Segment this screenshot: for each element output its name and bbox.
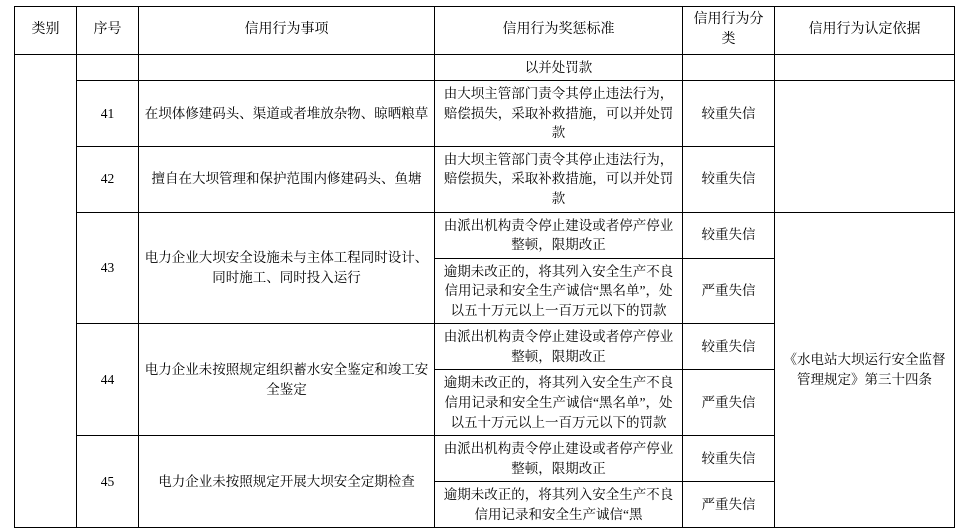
- classification-cell: 较重失信: [683, 146, 775, 212]
- sequence-cell: 44: [77, 324, 139, 436]
- standard-cell: 逾期未改正的，将其列入安全生产不良信用记录和安全生产诚信“黑: [435, 482, 683, 528]
- header-classification: 信用行为分类: [683, 7, 775, 55]
- table-row: [15, 81, 955, 147]
- item-cell: [139, 54, 435, 81]
- classification-cell: 较重失信: [683, 436, 775, 482]
- sequence-cell: 45: [77, 436, 139, 528]
- item-cell: 电力企业未按照规定开展大坝安全定期检查: [139, 436, 435, 528]
- sequence-cell: 42: [77, 146, 139, 212]
- credit-behavior-table: [14, 6, 955, 528]
- table-body: [15, 54, 955, 528]
- table-header: [15, 7, 955, 55]
- classification-cell: 严重失信: [683, 482, 775, 528]
- classification-cell: 较重失信: [683, 212, 775, 258]
- standard-cell: 由派出机构责令停止建设或者停产停业整顿，限期改正: [435, 436, 683, 482]
- classification-cell: 较重失信: [683, 81, 775, 147]
- item-cell: 电力企业未按照规定组织蓄水安全鉴定和竣工安全鉴定: [139, 324, 435, 436]
- header-sequence: 序号: [77, 7, 139, 55]
- item-cell: 在坝体修建码头、渠道或者堆放杂物、晾晒粮草: [139, 81, 435, 147]
- classification-cell: 较重失信: [683, 324, 775, 370]
- standard-cell: 逾期未改正的，将其列入安全生产不良信用记录和安全生产诚信“黑名单”，处以五十万元以上一百万元以下的罚款: [435, 370, 683, 436]
- category-cell: [15, 54, 77, 528]
- basis-cell-empty: [775, 81, 955, 212]
- standard-cell: 以并处罚款: [435, 54, 683, 81]
- table-row: [15, 54, 955, 81]
- item-cell: 擅自在大坝管理和保护范围内修建码头、鱼塘: [139, 146, 435, 212]
- basis-cell: 《水电站大坝运行安全监督管理规定》第三十四条: [775, 212, 955, 528]
- classification-cell: [683, 54, 775, 81]
- sequence-cell: [77, 54, 139, 81]
- standard-cell: 由派出机构责令停止建设或者停产停业整顿，限期改正: [435, 212, 683, 258]
- classification-cell: 严重失信: [683, 258, 775, 324]
- header-basis: 信用行为认定依据: [775, 7, 955, 55]
- header-row: [15, 7, 955, 55]
- sequence-cell: 41: [77, 81, 139, 147]
- classification-cell: 严重失信: [683, 370, 775, 436]
- standard-cell: 逾期未改正的，将其列入安全生产不良信用记录和安全生产诚信“黑名单”，处以五十万元以上一百万元以下的罚款: [435, 258, 683, 324]
- table-row: [15, 212, 955, 258]
- document-page: [0, 6, 967, 530]
- standard-cell: 由大坝主管部门责令其停止违法行为，赔偿损失，采取补救措施，可以并处罚款: [435, 146, 683, 212]
- item-cell: 电力企业大坝安全设施未与主体工程同时设计、同时施工、同时投入运行: [139, 212, 435, 324]
- sequence-cell: 43: [77, 212, 139, 324]
- header-item: 信用行为事项: [139, 7, 435, 55]
- basis-cell-empty: [775, 54, 955, 81]
- header-standard: 信用行为奖惩标准: [435, 7, 683, 55]
- header-category: 类别: [15, 7, 77, 55]
- standard-cell: 由大坝主管部门责令其停止违法行为，赔偿损失，采取补救措施，可以并处罚款: [435, 81, 683, 147]
- standard-cell: 由派出机构责令停止建设或者停产停业整顿，限期改正: [435, 324, 683, 370]
